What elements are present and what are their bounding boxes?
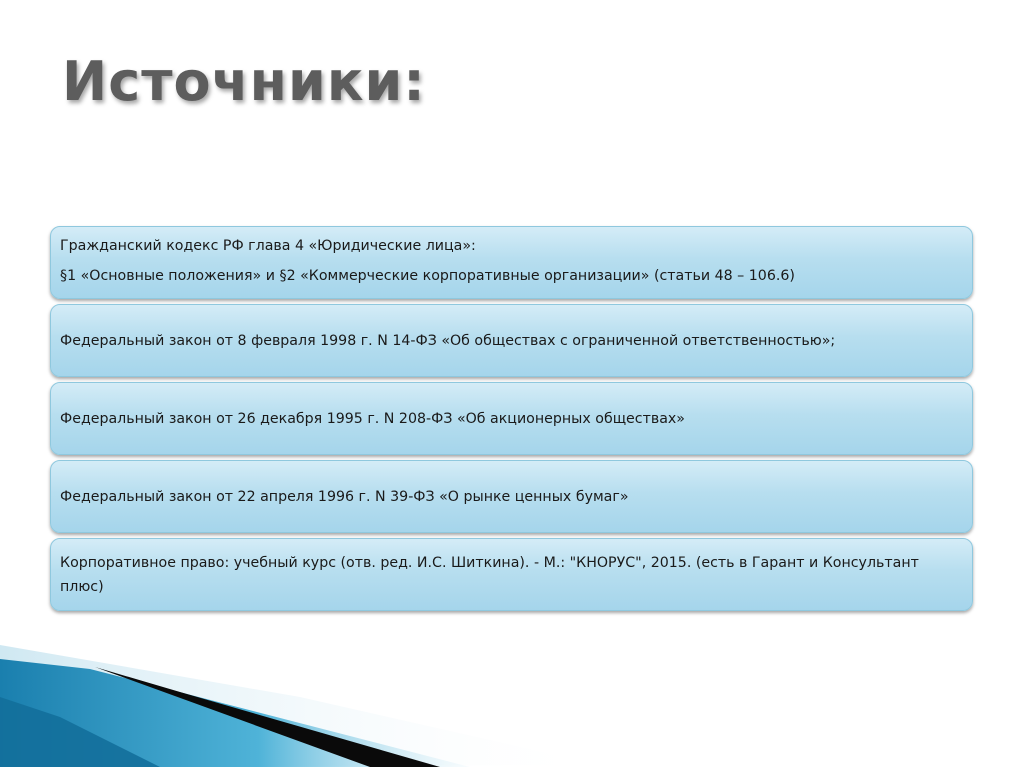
list-item-textbook	[50, 538, 973, 611]
slide-title: Источники:	[62, 50, 426, 113]
securities-law-text: Федеральный закон от 22 апреля 1996 г. N 39-ФЗ «О рынке ценных бумаг»	[60, 488, 629, 505]
llc-law-text: Федеральный закон от 8 февраля 1998 г. N 14-ФЗ «Об обществах с ограниченной ответственностью»;	[60, 332, 836, 349]
civil-code-line-1: Гражданский кодекс РФ глава 4 «Юридические лица»:	[60, 238, 476, 254]
sources-list	[50, 226, 973, 616]
decorative-wave	[0, 637, 1024, 767]
list-item-llc-law	[50, 304, 973, 377]
list-item-jsc-law	[50, 382, 973, 455]
list-item-securities-law	[50, 460, 973, 533]
list-item-civil-code	[50, 226, 973, 299]
jsc-law-text: Федеральный закон от 26 декабря 1995 г. N 208-ФЗ «Об акционерных обществах»	[60, 410, 685, 427]
textbook-text: Корпоративное право: учебный курс (отв. ред. И.С. Шиткина). - М.: "КНОРУС", 2015. (есть в Гарант и Консультант плюс)	[60, 554, 919, 595]
civil-code-line-2: §1 «Основные положения» и §2 «Коммерческие корпоративные организации» (статьи 48 – 106.6)	[60, 268, 795, 284]
